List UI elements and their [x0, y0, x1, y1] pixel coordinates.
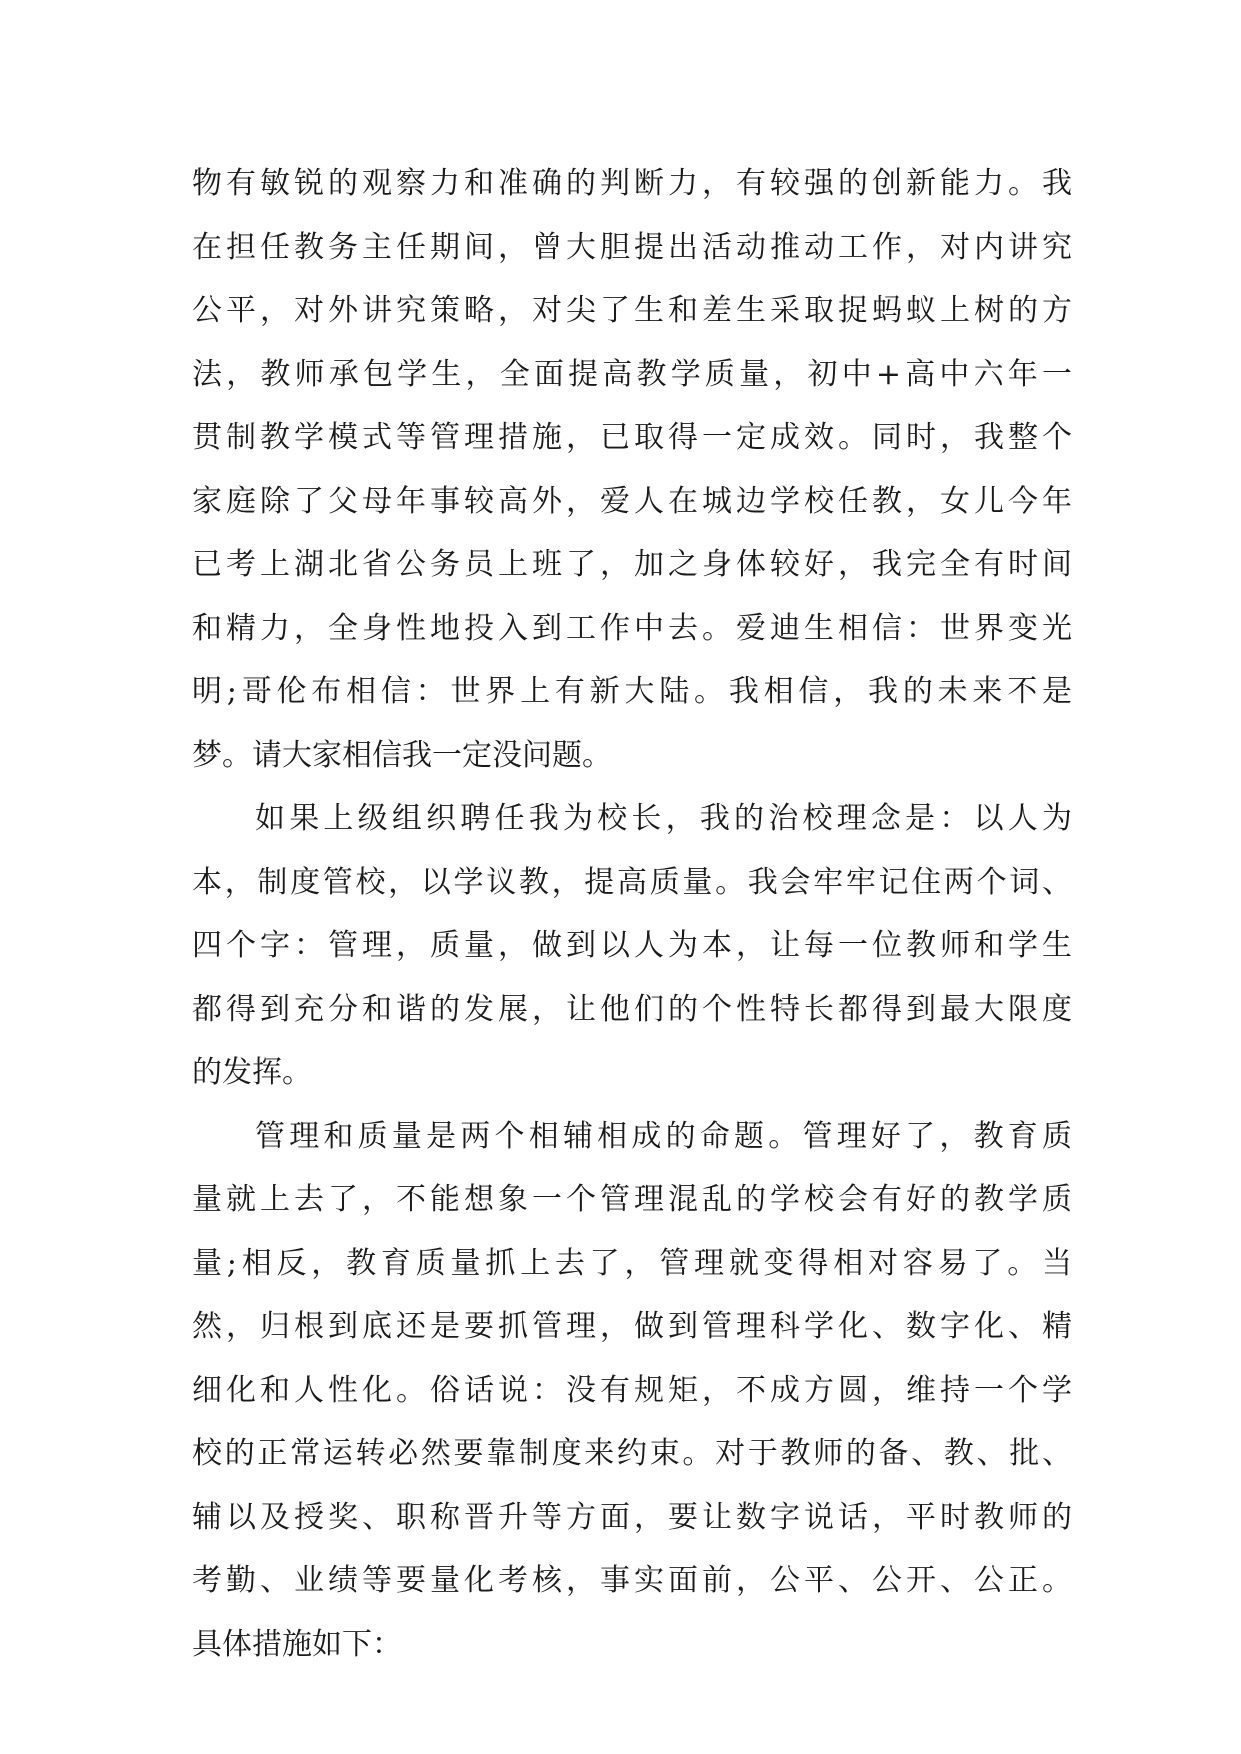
text-line: 梦。请大家相信我一定没问题。 — [192, 737, 612, 773]
text-line: 和精力，全身性地投入到工作中去。爱迪生相信：世界变光 — [192, 610, 1072, 646]
text-line: 细化和人性化。俗话说：没有规矩，不成方圆，维持一个学 — [192, 1372, 1072, 1408]
text-line: 具体措施如下： — [192, 1626, 402, 1662]
text-line: 考勤、业绩等要量化考核，事实面前，公平、公开、公正。 — [192, 1563, 1072, 1598]
text-line: 公平，对外讲究策略，对尖了生和差生采取捉蚂蚁上树的方 — [192, 293, 1072, 328]
text-line: 法，教师承包学生，全面提高教学质量，初中+高中六年一 — [192, 356, 1072, 392]
paragraph-first-line: 管理和质量是两个相辅相成的命题。管理好了，教育质 — [255, 1118, 1072, 1154]
text-line: 辅以及授奖、职称晋升等方面，要让数字说话，平时教师的 — [192, 1499, 1072, 1535]
text-line: 在担任教务主任期间，曾大胆提出活动推动工作，对内讲究 — [192, 229, 1072, 265]
text-line: 物有敏锐的观察力和准确的判断力，有较强的创新能力。我 — [192, 166, 1072, 201]
text-line: 然，归根到底还是要抓管理，做到管理科学化、数字化、精 — [192, 1309, 1072, 1344]
text-line: 贯制教学模式等管理措施，已取得一定成效。同时，我整个 — [192, 420, 1072, 455]
text-line: 家庭除了父母年事较高外，爱人在城边学校任教，女儿今年 — [192, 483, 1072, 519]
text-line: 本，制度管校，以学议教，提高质量。我会牢牢记住两个词、 — [192, 864, 1072, 900]
text-line: 量就上去了，不能想象一个管理混乱的学校会有好的教学质 — [192, 1182, 1072, 1217]
text-line: 都得到充分和谐的发展，让他们的个性特长都得到最大限度 — [192, 991, 1072, 1027]
text-line: 四个字：管理，质量，做到以人为本，让每一位教师和学生 — [192, 928, 1072, 963]
document-body — [192, 152, 1072, 1676]
text-line: 校的正常运转必然要靠制度来约束。对于教师的备、教、批、 — [192, 1436, 1072, 1471]
text-line: 量;相反，教育质量抓上去了，管理就变得相对容易了。当 — [192, 1245, 1072, 1281]
paragraph-first-line: 如果上级组织聘任我为校长，我的治校理念是：以人为 — [255, 801, 1072, 836]
text-line: 已考上湖北省公务员上班了，加之身体较好，我完全有时间 — [192, 547, 1072, 582]
text-line: 的发挥。 — [192, 1055, 312, 1090]
text-line: 明;哥伦布相信：世界上有新大陆。我相信，我的未来不是 — [192, 674, 1072, 709]
